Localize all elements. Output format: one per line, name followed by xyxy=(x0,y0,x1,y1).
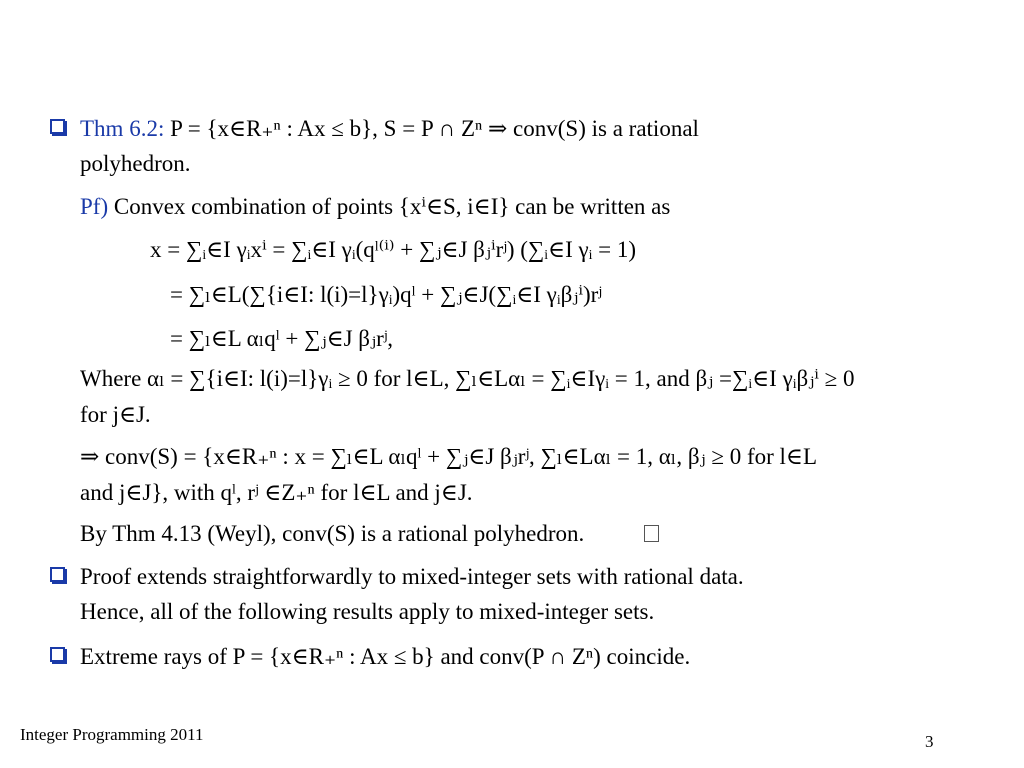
bullet-2-line-1: Proof extends straightforwardly to mixed-integer sets with rational data. xyxy=(80,564,744,589)
bullet-2-line-2: Hence, all of the following results apply to mixed-integer sets. xyxy=(80,599,655,624)
footer-page-number: 3 xyxy=(925,732,934,751)
footer-course: Integer Programming 2011 xyxy=(20,725,204,744)
theorem-line-2: polyhedron. xyxy=(80,151,191,176)
proof-equation-2: = ∑ₗ∈L(∑{i∈I: l(i)=l}γᵢ)qˡ + ∑ⱼ∈J(∑ᵢ∈I γᵢβⱼⁱ)rʲ xyxy=(170,282,602,307)
proof-weyl-text: By Thm 4.13 (Weyl), conv(S) is a rational polyhedron. xyxy=(80,521,585,546)
proof-conv-2: and j∈J}, with qˡ, rʲ ∈Z₊ⁿ for l∈L and j∈J. xyxy=(80,480,473,505)
bullet-icon xyxy=(50,567,65,582)
proof-weyl xyxy=(80,520,659,548)
theorem-statement: P = {x∈R₊ⁿ : Ax ≤ b}, S = P ∩ Zⁿ ⇒ conv(S) is a rational xyxy=(170,116,699,141)
proof-line-1 xyxy=(80,193,670,221)
proof-where-2: for j∈J. xyxy=(80,402,151,427)
proof-conv-1: ⇒ conv(S) = {x∈R₊ⁿ : x = ∑ₗ∈L αₗqˡ + ∑ⱼ∈J βⱼrʲ, ∑ₗ∈Lαₗ = 1, αₗ, βⱼ ≥ 0 for l∈L xyxy=(80,444,818,469)
theorem-label: Thm 6.2: xyxy=(80,116,165,141)
proof-equation-3: = ∑ₗ∈L αₗqˡ + ∑ⱼ∈J βⱼrʲ, xyxy=(170,326,394,351)
bullet-icon xyxy=(50,119,65,134)
bullet-icon xyxy=(50,647,65,662)
bullet-3-line-1: Extreme rays of P = {x∈R₊ⁿ : Ax ≤ b} and conv(P ∩ Zⁿ) coincide. xyxy=(80,644,691,669)
theorem-line-1 xyxy=(80,115,699,143)
proof-intro: Convex combination of points {xⁱ∈S, i∈I} can be written as xyxy=(113,194,671,219)
qed-icon xyxy=(644,525,659,542)
proof-equation-1: x = ∑ᵢ∈I γᵢxⁱ = ∑ᵢ∈I γᵢ(qˡ⁽ⁱ⁾ + ∑ⱼ∈J βⱼⁱrʲ) (∑ᵢ∈I γᵢ = 1) xyxy=(150,237,637,262)
proof-where-1: Where αₗ = ∑{i∈I: l(i)=l}γᵢ ≥ 0 for l∈L, ∑ₗ∈Lαₗ = ∑ᵢ∈Iγᵢ = 1, and βⱼ =∑ᵢ∈I γᵢβⱼⁱ ≥ 0 xyxy=(80,366,855,391)
proof-label: Pf) xyxy=(80,194,109,219)
